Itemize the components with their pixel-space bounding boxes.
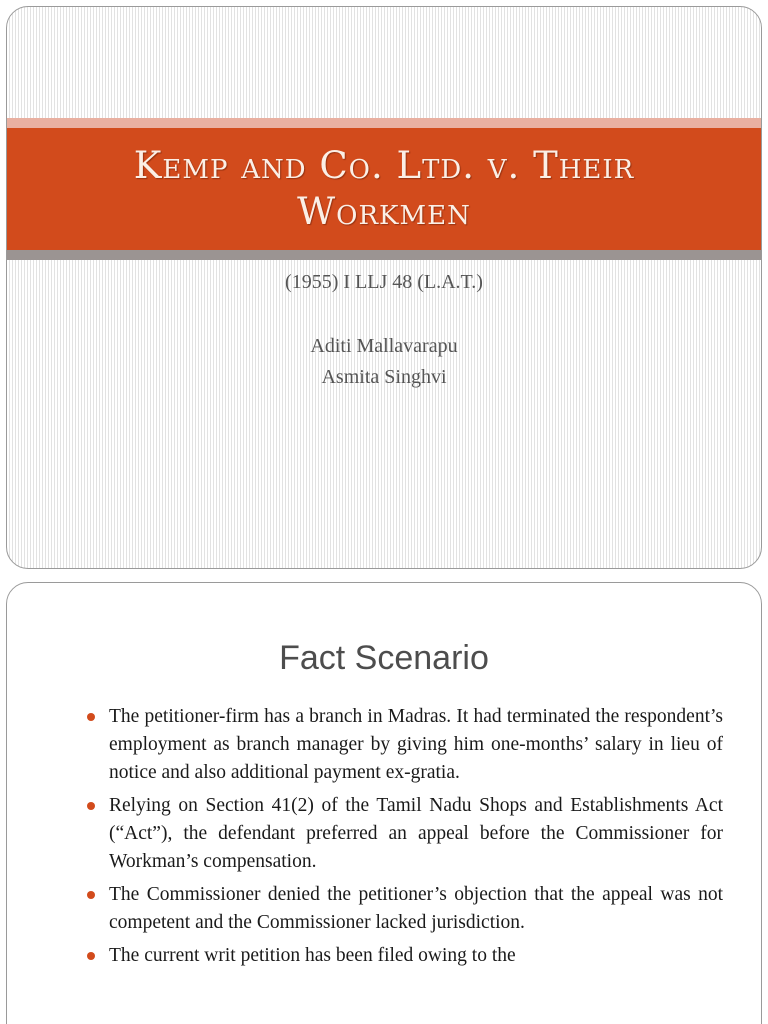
bullet-dot-icon xyxy=(87,891,95,899)
title-slide xyxy=(6,6,762,569)
bullet-item xyxy=(87,942,723,970)
title-band xyxy=(7,128,761,250)
bullet-list xyxy=(87,703,723,975)
bullet-item xyxy=(87,792,723,876)
bullet-text: The current writ petition has been filed owing to the xyxy=(109,945,516,966)
title-band-top-stripe xyxy=(7,118,761,128)
case-citation: (1955) I LLJ 48 (L.A.T.) xyxy=(285,271,483,293)
bullet-item xyxy=(87,881,723,937)
bullet-dot-icon xyxy=(87,952,95,960)
author-name: Asmita Singhvi xyxy=(321,366,447,388)
author-name: Aditi Mallavarapu xyxy=(310,335,458,357)
bullet-text: The Commissioner denied the petitioner’s objection that the appeal was not competent and the Commissioner lacked jurisdiction. xyxy=(109,884,723,933)
slide-title: Kemp and Co. Ltd. v. Their Workmen xyxy=(133,144,635,233)
bullet-dot-icon xyxy=(87,802,95,810)
bullet-item xyxy=(87,703,723,787)
bullet-text: Relying on Section 41(2) of the Tamil Nadu Shops and Establishments Act (“Act”), the defendant preferred an appeal before the Commissioner for Workman’s compensation. xyxy=(109,795,723,872)
fact-scenario-slide xyxy=(6,582,762,1024)
bullet-text: The petitioner-firm has a branch in Madras. It had terminated the respondent’s employment as branch manager by giving him one-months’ salary in lieu of notice and also additional payment ex-gratia. xyxy=(109,706,723,783)
bullet-dot-icon xyxy=(87,713,95,721)
title-band-bottom-stripe xyxy=(7,250,761,260)
slide-heading: Fact Scenario xyxy=(279,639,489,677)
